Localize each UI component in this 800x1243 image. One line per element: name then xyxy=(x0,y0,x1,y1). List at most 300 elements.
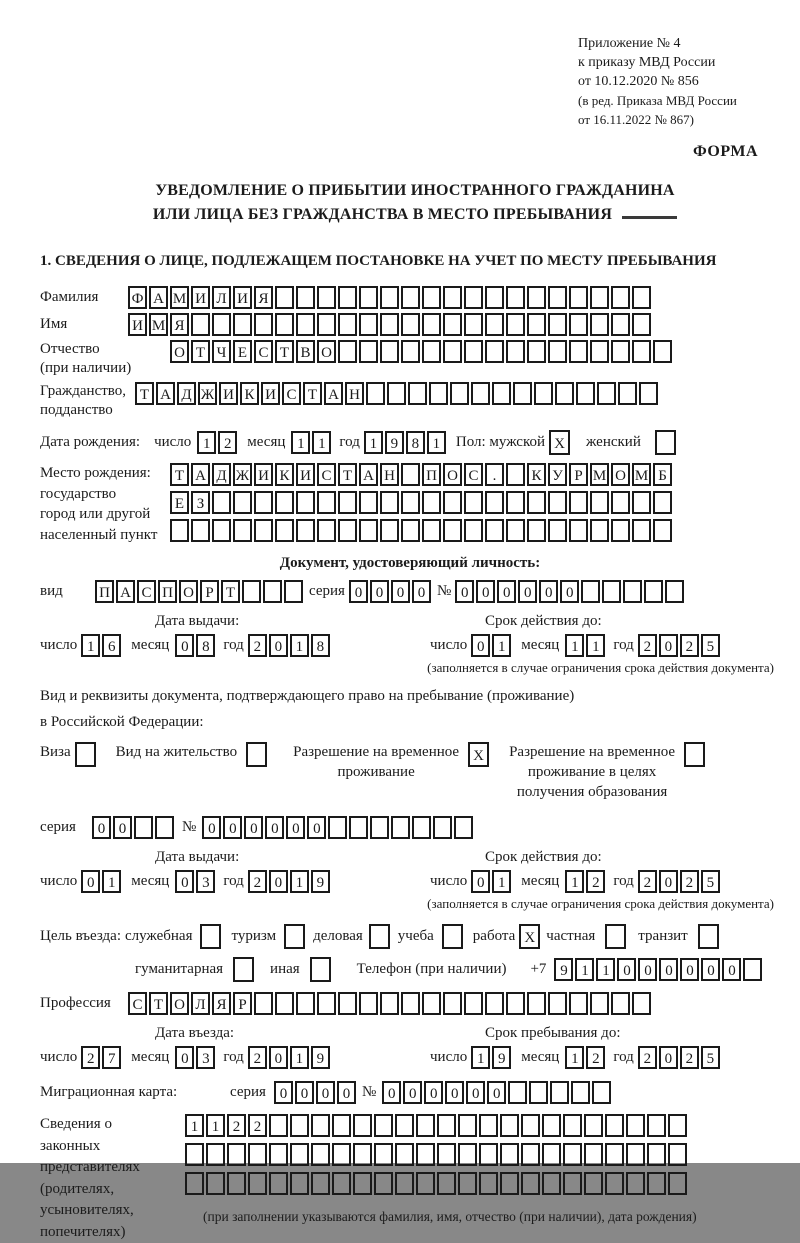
char-box[interactable]: А xyxy=(324,382,343,405)
char-box[interactable] xyxy=(563,1172,582,1195)
char-box[interactable] xyxy=(534,382,553,405)
char-box[interactable] xyxy=(647,1172,666,1195)
char-box[interactable]: Р xyxy=(569,463,588,486)
char-box[interactable] xyxy=(653,519,672,542)
char-box[interactable] xyxy=(233,519,252,542)
char-box[interactable] xyxy=(632,340,651,363)
char-box[interactable] xyxy=(698,924,719,949)
char-box[interactable] xyxy=(653,340,672,363)
char-box[interactable] xyxy=(349,816,368,839)
char-box[interactable]: 2 xyxy=(638,634,657,657)
char-box[interactable]: А xyxy=(116,580,135,603)
char-box[interactable] xyxy=(370,816,389,839)
char-box[interactable]: 2 xyxy=(248,1046,267,1069)
char-box[interactable] xyxy=(422,286,441,309)
char-box[interactable] xyxy=(369,924,390,949)
char-box[interactable]: 0 xyxy=(424,1081,443,1104)
char-box[interactable] xyxy=(134,816,153,839)
char-box[interactable]: С xyxy=(254,340,273,363)
char-box[interactable] xyxy=(401,519,420,542)
char-box[interactable]: 2 xyxy=(680,1046,699,1069)
char-box[interactable] xyxy=(506,491,525,514)
char-box[interactable]: 0 xyxy=(659,1046,678,1069)
char-box[interactable] xyxy=(485,340,504,363)
char-box[interactable] xyxy=(485,313,504,336)
char-box[interactable]: И xyxy=(261,382,280,405)
char-box[interactable]: X xyxy=(468,742,489,767)
char-box[interactable] xyxy=(500,1172,519,1195)
char-box[interactable] xyxy=(191,313,210,336)
char-box[interactable] xyxy=(521,1143,540,1166)
edu-residence-checkbox[interactable] xyxy=(684,742,707,767)
char-box[interactable]: И xyxy=(191,286,210,309)
char-box[interactable]: Б xyxy=(653,463,672,486)
char-box[interactable] xyxy=(359,286,378,309)
char-box[interactable]: 0 xyxy=(659,870,678,893)
char-box[interactable]: Е xyxy=(233,340,252,363)
char-box[interactable] xyxy=(611,313,630,336)
char-box[interactable]: А xyxy=(359,463,378,486)
char-box[interactable] xyxy=(521,1172,540,1195)
char-box[interactable]: 1 xyxy=(586,634,605,657)
char-box[interactable] xyxy=(290,1143,309,1166)
char-box[interactable] xyxy=(359,992,378,1015)
char-box[interactable] xyxy=(569,519,588,542)
char-box[interactable]: П xyxy=(422,463,441,486)
char-box[interactable] xyxy=(311,1114,330,1137)
char-box[interactable] xyxy=(437,1172,456,1195)
char-box[interactable] xyxy=(338,519,357,542)
char-box[interactable] xyxy=(296,491,315,514)
char-box[interactable] xyxy=(380,491,399,514)
char-box[interactable] xyxy=(569,992,588,1015)
char-box[interactable] xyxy=(548,286,567,309)
char-box[interactable]: И xyxy=(233,286,252,309)
char-box[interactable]: 0 xyxy=(466,1081,485,1104)
char-box[interactable] xyxy=(254,519,273,542)
char-box[interactable] xyxy=(374,1143,393,1166)
char-box[interactable]: 0 xyxy=(370,580,389,603)
char-box[interactable] xyxy=(416,1114,435,1137)
char-box[interactable] xyxy=(605,1143,624,1166)
char-box[interactable]: Д xyxy=(212,463,231,486)
char-box[interactable]: 1 xyxy=(185,1114,204,1137)
char-box[interactable] xyxy=(611,286,630,309)
char-box[interactable] xyxy=(611,519,630,542)
char-box[interactable] xyxy=(569,313,588,336)
char-box[interactable] xyxy=(668,1143,687,1166)
purpose-private-checkbox[interactable] xyxy=(605,924,628,949)
char-box[interactable]: 0 xyxy=(476,580,495,603)
char-box[interactable] xyxy=(443,491,462,514)
purpose-tourism-checkbox[interactable] xyxy=(284,924,307,949)
char-box[interactable]: 0 xyxy=(244,816,263,839)
char-box[interactable]: 0 xyxy=(680,958,699,981)
char-box[interactable]: И xyxy=(219,382,238,405)
migration-number-input[interactable] xyxy=(382,1081,613,1104)
char-box[interactable]: 2 xyxy=(248,870,267,893)
doc-series-input[interactable] xyxy=(349,580,433,603)
char-box[interactable] xyxy=(626,1172,645,1195)
char-box[interactable] xyxy=(200,924,221,949)
char-box[interactable]: С xyxy=(137,580,156,603)
char-box[interactable] xyxy=(433,816,452,839)
char-box[interactable] xyxy=(442,924,463,949)
char-box[interactable]: 0 xyxy=(617,958,636,981)
char-box[interactable] xyxy=(311,1143,330,1166)
char-box[interactable]: 1 xyxy=(565,1046,584,1069)
char-box[interactable]: Т xyxy=(135,382,154,405)
char-box[interactable] xyxy=(632,286,651,309)
char-box[interactable]: Л xyxy=(212,286,231,309)
char-box[interactable] xyxy=(284,924,305,949)
char-box[interactable] xyxy=(359,340,378,363)
char-box[interactable]: 1 xyxy=(364,431,383,454)
char-box[interactable]: 0 xyxy=(518,580,537,603)
char-box[interactable]: И xyxy=(296,463,315,486)
char-box[interactable] xyxy=(668,1172,687,1195)
char-box[interactable] xyxy=(527,340,546,363)
char-box[interactable]: 2 xyxy=(680,634,699,657)
char-box[interactable] xyxy=(380,313,399,336)
char-box[interactable]: 2 xyxy=(638,1046,657,1069)
char-box[interactable] xyxy=(246,742,267,767)
char-box[interactable] xyxy=(401,286,420,309)
issue-year-input[interactable] xyxy=(248,634,332,657)
char-box[interactable] xyxy=(632,519,651,542)
char-box[interactable] xyxy=(500,1114,519,1137)
char-box[interactable]: 0 xyxy=(701,958,720,981)
char-box[interactable] xyxy=(275,491,294,514)
char-box[interactable]: 0 xyxy=(471,634,490,657)
permit-expiry-day-input[interactable] xyxy=(471,870,513,893)
char-box[interactable] xyxy=(590,519,609,542)
char-box[interactable] xyxy=(471,382,490,405)
purpose-transit-checkbox[interactable] xyxy=(698,924,721,949)
char-box[interactable] xyxy=(626,1143,645,1166)
char-box[interactable] xyxy=(527,286,546,309)
char-box[interactable] xyxy=(206,1143,225,1166)
char-box[interactable] xyxy=(485,992,504,1015)
char-box[interactable] xyxy=(248,1143,267,1166)
char-box[interactable] xyxy=(269,1114,288,1137)
char-box[interactable]: Ж xyxy=(198,382,217,405)
char-box[interactable] xyxy=(506,313,525,336)
char-box[interactable]: 1 xyxy=(197,431,216,454)
char-box[interactable] xyxy=(443,313,462,336)
char-box[interactable]: 1 xyxy=(290,870,309,893)
char-box[interactable] xyxy=(443,992,462,1015)
char-box[interactable]: 0 xyxy=(307,816,326,839)
char-box[interactable] xyxy=(508,1081,527,1104)
char-box[interactable] xyxy=(233,491,252,514)
char-box[interactable] xyxy=(632,313,651,336)
char-box[interactable] xyxy=(527,491,546,514)
char-box[interactable]: С xyxy=(464,463,483,486)
char-box[interactable] xyxy=(555,382,574,405)
char-box[interactable] xyxy=(75,742,96,767)
char-box[interactable]: 0 xyxy=(638,958,657,981)
char-box[interactable] xyxy=(296,519,315,542)
char-box[interactable] xyxy=(332,1172,351,1195)
char-box[interactable] xyxy=(422,491,441,514)
char-box[interactable]: Т xyxy=(170,463,189,486)
char-box[interactable] xyxy=(668,1114,687,1137)
char-box[interactable]: Т xyxy=(191,340,210,363)
char-box[interactable] xyxy=(290,1114,309,1137)
char-box[interactable]: 0 xyxy=(403,1081,422,1104)
char-box[interactable] xyxy=(155,816,174,839)
residence-permit-checkbox[interactable] xyxy=(246,742,269,767)
char-box[interactable] xyxy=(597,382,616,405)
profession-input[interactable] xyxy=(128,992,653,1015)
char-box[interactable]: 9 xyxy=(492,1046,511,1069)
char-box[interactable] xyxy=(464,992,483,1015)
char-box[interactable] xyxy=(485,286,504,309)
char-box[interactable]: И xyxy=(254,463,273,486)
char-box[interactable]: 0 xyxy=(412,580,431,603)
char-box[interactable]: О xyxy=(179,580,198,603)
legal-reps-row1-input[interactable] xyxy=(185,1114,689,1137)
char-box[interactable] xyxy=(464,491,483,514)
char-box[interactable]: 0 xyxy=(269,1046,288,1069)
char-box[interactable]: 1 xyxy=(206,1114,225,1137)
char-box[interactable] xyxy=(275,992,294,1015)
temp-residence-checkbox[interactable] xyxy=(468,742,491,767)
char-box[interactable] xyxy=(571,1081,590,1104)
char-box[interactable] xyxy=(542,1172,561,1195)
char-box[interactable]: О xyxy=(317,340,336,363)
char-box[interactable] xyxy=(569,491,588,514)
char-box[interactable] xyxy=(479,1114,498,1137)
char-box[interactable] xyxy=(605,924,626,949)
issue-day-input[interactable] xyxy=(81,634,123,657)
char-box[interactable]: О xyxy=(611,463,630,486)
char-box[interactable]: 0 xyxy=(471,870,490,893)
legal-reps-row3-input[interactable] xyxy=(185,1172,689,1195)
char-box[interactable]: 5 xyxy=(701,870,720,893)
char-box[interactable]: Н xyxy=(345,382,364,405)
char-box[interactable] xyxy=(359,519,378,542)
char-box[interactable] xyxy=(590,992,609,1015)
char-box[interactable] xyxy=(605,1172,624,1195)
purpose-business-checkbox[interactable] xyxy=(369,924,392,949)
patronymic-input[interactable] xyxy=(170,340,674,363)
char-box[interactable] xyxy=(437,1114,456,1137)
char-box[interactable] xyxy=(254,992,273,1015)
char-box[interactable] xyxy=(569,340,588,363)
char-box[interactable] xyxy=(581,580,600,603)
char-box[interactable]: 0 xyxy=(316,1081,335,1104)
char-box[interactable] xyxy=(647,1114,666,1137)
char-box[interactable] xyxy=(548,340,567,363)
char-box[interactable] xyxy=(416,1143,435,1166)
char-box[interactable] xyxy=(311,1172,330,1195)
char-box[interactable] xyxy=(263,580,282,603)
char-box[interactable] xyxy=(191,519,210,542)
char-box[interactable] xyxy=(227,1172,246,1195)
char-box[interactable]: 1 xyxy=(81,634,100,657)
char-box[interactable]: 1 xyxy=(427,431,446,454)
char-box[interactable] xyxy=(338,286,357,309)
purpose-humanitarian-checkbox[interactable] xyxy=(233,957,256,982)
sex-male-checkbox[interactable] xyxy=(549,430,572,455)
char-box[interactable] xyxy=(429,382,448,405)
char-box[interactable] xyxy=(317,491,336,514)
char-box[interactable]: Е xyxy=(170,491,189,514)
permit-issue-month-input[interactable] xyxy=(175,870,217,893)
char-box[interactable] xyxy=(437,1143,456,1166)
char-box[interactable] xyxy=(422,519,441,542)
char-box[interactable] xyxy=(485,491,504,514)
char-box[interactable] xyxy=(296,992,315,1015)
permit-expiry-year-input[interactable] xyxy=(638,870,722,893)
char-box[interactable]: 0 xyxy=(113,816,132,839)
char-box[interactable]: 2 xyxy=(248,1114,267,1137)
char-box[interactable] xyxy=(443,519,462,542)
char-box[interactable]: 6 xyxy=(102,634,121,657)
char-box[interactable] xyxy=(500,1143,519,1166)
char-box[interactable] xyxy=(380,519,399,542)
char-box[interactable] xyxy=(284,580,303,603)
char-box[interactable] xyxy=(542,1143,561,1166)
char-box[interactable] xyxy=(359,491,378,514)
char-box[interactable] xyxy=(290,1172,309,1195)
char-box[interactable] xyxy=(353,1114,372,1137)
char-box[interactable]: 0 xyxy=(391,580,410,603)
char-box[interactable]: Я xyxy=(212,992,231,1015)
char-box[interactable] xyxy=(623,580,642,603)
char-box[interactable] xyxy=(464,313,483,336)
char-box[interactable] xyxy=(233,957,254,982)
char-box[interactable] xyxy=(391,816,410,839)
char-box[interactable]: 2 xyxy=(227,1114,246,1137)
char-box[interactable]: 1 xyxy=(312,431,331,454)
char-box[interactable]: 3 xyxy=(196,1046,215,1069)
char-box[interactable]: М xyxy=(632,463,651,486)
char-box[interactable] xyxy=(450,382,469,405)
char-box[interactable] xyxy=(443,340,462,363)
char-box[interactable]: 0 xyxy=(265,816,284,839)
char-box[interactable] xyxy=(527,313,546,336)
char-box[interactable]: 0 xyxy=(286,816,305,839)
char-box[interactable]: О xyxy=(443,463,462,486)
char-box[interactable] xyxy=(254,313,273,336)
char-box[interactable]: 0 xyxy=(722,958,741,981)
stay-day-input[interactable] xyxy=(471,1046,513,1069)
char-box[interactable]: 1 xyxy=(596,958,615,981)
char-box[interactable] xyxy=(275,313,294,336)
expiry-year-input[interactable] xyxy=(638,634,722,657)
char-box[interactable] xyxy=(296,286,315,309)
expiry-day-input[interactable] xyxy=(471,634,513,657)
char-box[interactable] xyxy=(563,1143,582,1166)
char-box[interactable] xyxy=(542,1114,561,1137)
expiry-month-input[interactable] xyxy=(565,634,607,657)
permit-series-input[interactable] xyxy=(92,816,176,839)
char-box[interactable]: 0 xyxy=(295,1081,314,1104)
char-box[interactable]: 0 xyxy=(274,1081,293,1104)
char-box[interactable]: С xyxy=(317,463,336,486)
char-box[interactable] xyxy=(212,519,231,542)
char-box[interactable]: 2 xyxy=(586,1046,605,1069)
birth-place-row1-input[interactable] xyxy=(170,463,674,486)
char-box[interactable]: К xyxy=(275,463,294,486)
char-box[interactable]: Я xyxy=(170,313,189,336)
char-box[interactable]: 3 xyxy=(196,870,215,893)
char-box[interactable] xyxy=(227,1143,246,1166)
char-box[interactable] xyxy=(395,1172,414,1195)
char-box[interactable] xyxy=(584,1114,603,1137)
char-box[interactable] xyxy=(338,340,357,363)
char-box[interactable]: 0 xyxy=(382,1081,401,1104)
char-box[interactable]: 0 xyxy=(269,634,288,657)
char-box[interactable] xyxy=(317,519,336,542)
char-box[interactable]: 1 xyxy=(102,870,121,893)
char-box[interactable]: 8 xyxy=(311,634,330,657)
char-box[interactable] xyxy=(584,1172,603,1195)
char-box[interactable]: Ч xyxy=(212,340,231,363)
char-box[interactable]: Ф xyxy=(128,286,147,309)
char-box[interactable] xyxy=(338,313,357,336)
char-box[interactable]: X xyxy=(549,430,570,455)
birth-month-input[interactable] xyxy=(291,431,333,454)
char-box[interactable] xyxy=(366,382,385,405)
char-box[interactable]: 0 xyxy=(659,634,678,657)
char-box[interactable]: 0 xyxy=(349,580,368,603)
char-box[interactable] xyxy=(296,313,315,336)
char-box[interactable] xyxy=(422,340,441,363)
char-box[interactable]: 1 xyxy=(565,870,584,893)
phone-input[interactable] xyxy=(554,958,764,981)
char-box[interactable] xyxy=(401,313,420,336)
stay-year-input[interactable] xyxy=(638,1046,722,1069)
char-box[interactable]: Т xyxy=(303,382,322,405)
char-box[interactable]: 5 xyxy=(701,1046,720,1069)
char-box[interactable]: М xyxy=(170,286,189,309)
char-box[interactable] xyxy=(310,957,331,982)
char-box[interactable] xyxy=(506,340,525,363)
char-box[interactable] xyxy=(275,519,294,542)
char-box[interactable]: 0 xyxy=(455,580,474,603)
char-box[interactable] xyxy=(548,519,567,542)
char-box[interactable] xyxy=(401,491,420,514)
char-box[interactable] xyxy=(639,382,658,405)
char-box[interactable] xyxy=(380,992,399,1015)
char-box[interactable] xyxy=(185,1143,204,1166)
visa-checkbox[interactable] xyxy=(75,742,98,767)
char-box[interactable] xyxy=(242,580,261,603)
char-box[interactable] xyxy=(408,382,427,405)
char-box[interactable]: 8 xyxy=(196,634,215,657)
char-box[interactable] xyxy=(422,313,441,336)
char-box[interactable] xyxy=(590,286,609,309)
char-box[interactable]: Р xyxy=(233,992,252,1015)
char-box[interactable] xyxy=(655,430,676,455)
permit-number-input[interactable] xyxy=(202,816,475,839)
permit-issue-year-input[interactable] xyxy=(248,870,332,893)
char-box[interactable]: 2 xyxy=(81,1046,100,1069)
citizenship-input[interactable] xyxy=(135,382,660,405)
purpose-other-checkbox[interactable] xyxy=(310,957,333,982)
char-box[interactable]: 0 xyxy=(223,816,242,839)
char-box[interactable] xyxy=(563,1114,582,1137)
char-box[interactable]: Т xyxy=(149,992,168,1015)
char-box[interactable] xyxy=(632,992,651,1015)
char-box[interactable]: 0 xyxy=(487,1081,506,1104)
char-box[interactable] xyxy=(401,992,420,1015)
permit-issue-day-input[interactable] xyxy=(81,870,123,893)
